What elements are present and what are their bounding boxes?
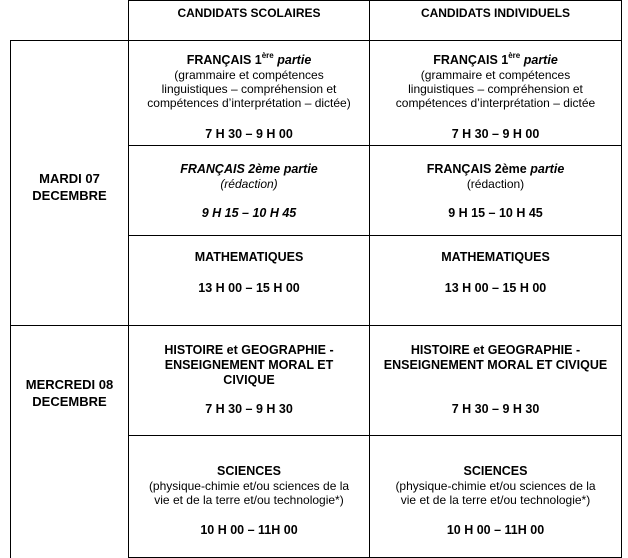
exam-description: compétences d’interprétation – dictée	[395, 96, 596, 110]
exam-cell-francais1-individuels	[370, 50, 621, 141]
exam-title-italic: partie	[523, 53, 558, 67]
divider	[128, 145, 622, 146]
exam-title: MATHEMATIQUES	[441, 250, 550, 264]
divider	[10, 40, 622, 41]
exam-cell-histoire-scolaires	[129, 343, 369, 416]
day-label-mercredi	[11, 376, 128, 410]
exam-cell-maths-individuels	[370, 250, 621, 295]
exam-cell-histoire-individuels	[370, 343, 621, 416]
exam-title	[186, 50, 312, 68]
exam-title-italic: partie	[277, 53, 312, 67]
exam-title: HISTOIRE et GEOGRAPHIE -	[410, 343, 581, 357]
exam-title-main: FRANÇAIS 1	[186, 53, 262, 67]
exam-title: ENSEIGNEMENT MORAL ET	[164, 358, 334, 372]
exam-time: 13 H 00 – 15 H 00	[198, 281, 300, 295]
exam-description: (rédaction)	[220, 177, 278, 191]
exam-description: (grammaire et compétences	[420, 68, 571, 82]
exam-cell-francais2-scolaires	[129, 162, 369, 220]
day-name: MARDI 07	[39, 171, 100, 186]
exam-title-main: FRANÇAIS 2ème	[426, 162, 527, 176]
exam-cell-sciences-scolaires	[129, 464, 369, 537]
divider	[128, 0, 622, 1]
day-name: MERCREDI 08	[25, 377, 114, 392]
divider	[10, 325, 622, 326]
exam-description: (physique-chimie et/ou sciences de la	[148, 479, 350, 493]
exam-description: (grammaire et compétences	[174, 68, 324, 82]
day-month: DECEMBRE	[32, 188, 107, 203]
exam-title: CIVIQUE	[223, 373, 275, 387]
day-label-mardi	[11, 170, 128, 204]
exam-description: compétences d’interprétation – dictée)	[147, 96, 351, 110]
exam-time: 9 H 15 – 10 H 45	[201, 206, 297, 220]
column-header-individuels	[370, 6, 621, 20]
exam-time: 10 H 00 – 11H 00	[446, 523, 545, 537]
exam-description: linguistiques – compréhension et	[161, 82, 337, 96]
exam-time: 9 H 15 – 10 H 45	[448, 206, 543, 220]
exam-cell-francais1-scolaires	[129, 50, 369, 141]
exam-description: linguistiques – compréhension et	[408, 82, 583, 96]
exam-title: SCIENCES	[217, 464, 281, 478]
exam-cell-maths-scolaires	[129, 250, 369, 295]
exam-description: (rédaction)	[466, 177, 525, 191]
divider	[621, 0, 622, 558]
exam-time: 7 H 30 – 9 H 30	[451, 402, 540, 416]
exam-cell-francais2-individuels	[370, 162, 621, 220]
exam-cell-sciences-individuels	[370, 464, 621, 537]
exam-title: MATHEMATIQUES	[194, 250, 304, 264]
exam-title-sup: ère	[261, 50, 274, 60]
divider	[10, 40, 11, 558]
column-header-scolaires	[129, 6, 369, 20]
exam-title-italic: partie	[530, 162, 565, 176]
exam-description: vie et de la terre et/ou technologie*)	[400, 493, 591, 507]
divider	[128, 435, 622, 436]
exam-title: ENSEIGNEMENT MORAL ET CIVIQUE	[383, 358, 608, 372]
column-header-label: CANDIDATS SCOLAIRES	[177, 6, 321, 20]
exam-time: 10 H 00 – 11H 00	[200, 523, 298, 537]
exam-time: 7 H 30 – 9 H 00	[451, 127, 540, 141]
exam-title-sup: ère	[508, 50, 521, 60]
day-month: DECEMBRE	[32, 394, 107, 409]
exam-title: SCIENCES	[463, 464, 528, 478]
exam-title: FRANÇAIS 2ème partie	[180, 162, 318, 176]
exam-title: HISTOIRE et GEOGRAPHIE -	[164, 343, 334, 357]
exam-description: (physique-chimie et/ou sciences de la	[395, 479, 596, 493]
exam-title-main: FRANÇAIS 1	[433, 53, 509, 67]
exam-time: 7 H 30 – 9 H 30	[205, 402, 293, 416]
exam-time: 13 H 00 – 15 H 00	[444, 281, 547, 295]
exam-description: vie et de la terre et/ou technologie*)	[154, 493, 344, 507]
column-header-label: CANDIDATS INDIVIDUELS	[420, 6, 571, 20]
exam-time: 7 H 30 – 9 H 00	[205, 127, 293, 141]
exam-title	[433, 50, 558, 68]
divider	[128, 235, 622, 236]
exam-title	[427, 162, 565, 177]
